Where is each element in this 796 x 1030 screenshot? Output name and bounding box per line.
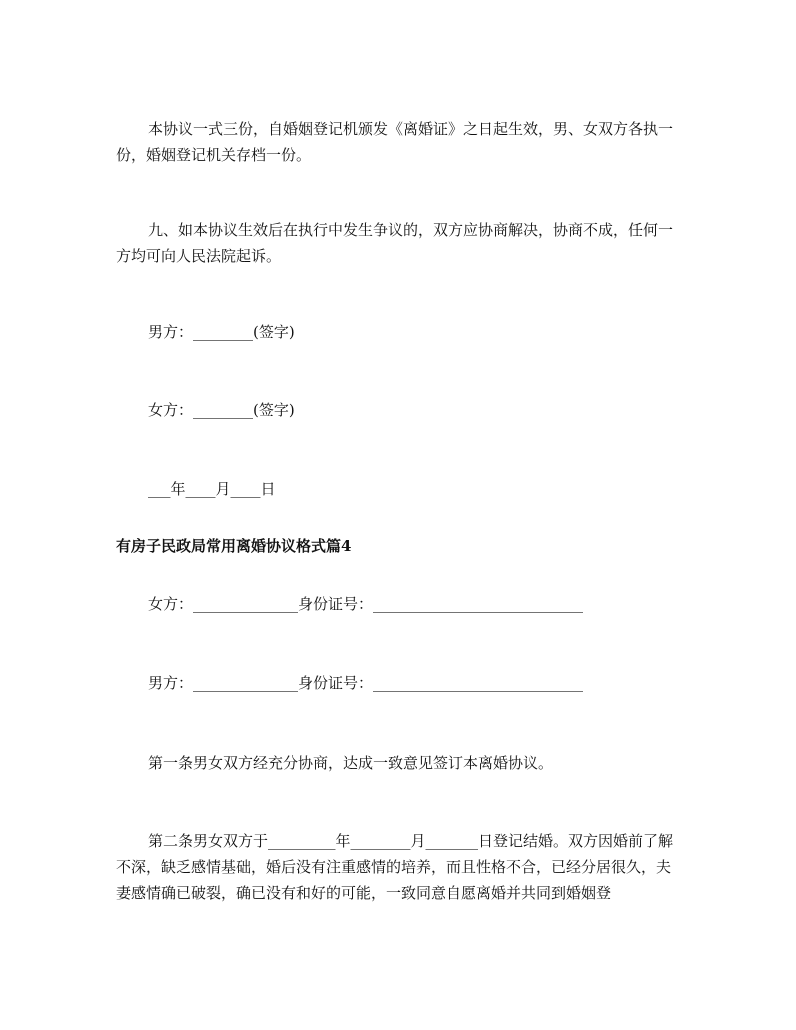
male-id-line: 男方：______________身份证号：____________________________ bbox=[148, 674, 584, 692]
article-2: 第二条男女双方于_________年________月_______日登记结婚。双方因婚前了解不深，缺乏感情基础，婚后没有注重感情的培养，而且性格不合，已经分居很久，夫妻感情确已破裂，确已没有和好的可能，一致同意自愿离婚并共同到婚姻登 bbox=[116, 832, 674, 902]
signature-male-line: 男方：________(签字) bbox=[148, 323, 295, 341]
signature-female-line: 女方：________(签字) bbox=[148, 401, 295, 419]
article-1: 第一条男女双方经充分协商，达成一致意见签订本离婚协议。 bbox=[148, 754, 554, 772]
paragraph-copies-effective: 本协议一式三份，自婚姻登记机颁发《离婚证》之日起生效，男、女双方各执一份，婚姻登记机关存档一份。 bbox=[116, 120, 674, 164]
section-heading: 有房子民政局常用离婚协议格式篇4 bbox=[116, 537, 352, 555]
female-id-line: 女方：______________身份证号：____________________________ bbox=[148, 595, 584, 613]
paragraph-dispute-clause: 九、如本协议生效后在执行中发生争议的，双方应协商解决，协商不成，任何一方均可向人民法院起诉。 bbox=[116, 221, 674, 265]
date-line: ___年____月____日 bbox=[148, 480, 276, 498]
